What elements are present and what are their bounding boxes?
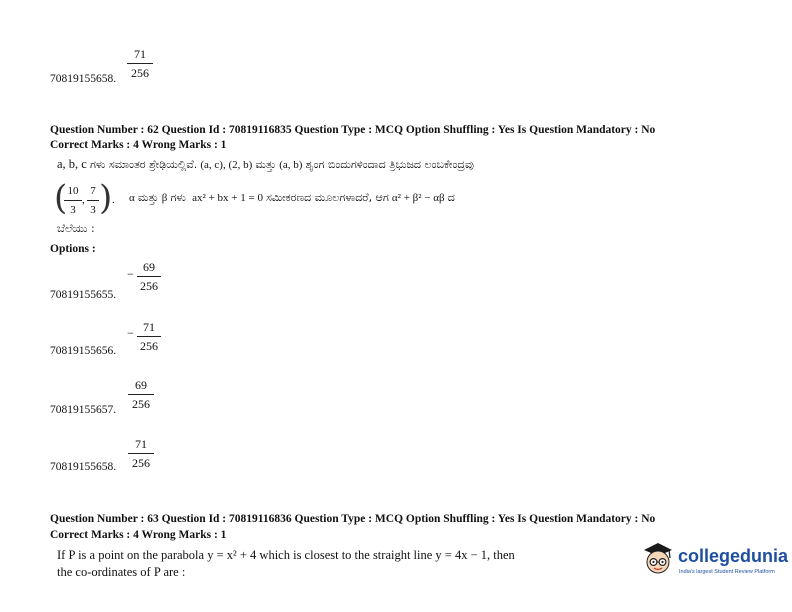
option-1-fraction[interactable] — [137, 260, 161, 293]
top-option-id: 70819155658. — [50, 73, 117, 85]
period: . — [112, 194, 115, 206]
option-2-sign: − — [127, 326, 134, 340]
mascot-icon — [640, 540, 676, 578]
fraction-denominator: 256 — [131, 66, 149, 80]
fraction-bar — [128, 394, 154, 395]
fraction-bar — [64, 200, 82, 201]
left-paren: ( — [54, 178, 68, 218]
fraction-numerator: 71 — [143, 320, 155, 334]
q63-line1: If P is a point on the parabola y = x² + 4 which is closest to the straight line y = 4x − 1, then — [57, 548, 515, 562]
alpha-symbol: α — [129, 192, 135, 204]
q62-line1-and: ಮತ್ತು — [255, 158, 277, 171]
q62-marks: Correct Marks : 4 Wrong Marks : 1 — [50, 139, 227, 151]
q62-line1-point3: (a, b) — [279, 159, 303, 171]
q62-line2 — [129, 190, 455, 205]
fraction-denominator: 3 — [90, 204, 96, 216]
fraction-numerator: 10 — [67, 185, 79, 197]
option-4-fraction[interactable] — [128, 437, 154, 470]
fraction-bar — [137, 276, 161, 277]
options-label: Options : — [50, 243, 96, 255]
q63-line2: the co-ordinates of P are : — [57, 565, 186, 579]
fraction-bar — [87, 200, 99, 201]
option-2-fraction[interactable] — [137, 320, 161, 353]
fraction-denominator: 3 — [70, 204, 76, 216]
fraction-numerator: 69 — [135, 378, 147, 392]
q63-header: Question Number : 63 Question Id : 70819116836 Question Type : MCQ Option Shuffling : Yes Is Question Mandatory : No — [50, 513, 656, 525]
q62-line3: ಬೆಲೆಯು : — [57, 222, 95, 235]
q62-line1-vars: a, b, c — [57, 157, 87, 171]
q62-line2-mid: ಗಳು — [170, 191, 186, 204]
q62-line2-text: ಸಮೀಕರಣದ ಮೂಲಗಳಾದರೆ, ಆಗ — [266, 191, 389, 204]
fraction-denominator: 256 — [140, 339, 158, 353]
option-4-id[interactable]: 70819155658. — [50, 461, 117, 473]
option-3-fraction[interactable] — [128, 378, 154, 411]
option-3-id[interactable]: 70819155657. — [50, 404, 117, 416]
fraction-numerator: 71 — [135, 437, 147, 451]
q63-marks: Correct Marks : 4 Wrong Marks : 1 — [50, 529, 227, 541]
fraction-numerator: 71 — [134, 47, 146, 61]
fraction-numerator: 7 — [90, 185, 96, 197]
logo-tagline: India's largest Student Review Platform — [679, 569, 775, 575]
comma: , — [82, 194, 85, 206]
q62-line1-points: (a, c), (2, b) — [200, 159, 253, 171]
q62-line1 — [57, 157, 474, 172]
fraction-bar — [128, 453, 154, 454]
beta-symbol: β — [161, 192, 168, 204]
fraction-denominator: 256 — [132, 456, 150, 470]
q62-header: Question Number : 62 Question Id : 70819116835 Question Type : MCQ Option Shuffling : Yes Is Question Mandatory : No — [50, 124, 656, 136]
orthocentre-x-fraction — [64, 184, 82, 217]
q62-line1-text: ಗಳು ಸಮಾಂತರ ಶ್ರೇಢಿಯಲ್ಲಿವೆ. — [89, 158, 198, 171]
option-2-id[interactable]: 70819155656. — [50, 345, 117, 357]
right-paren: ) — [99, 178, 113, 218]
logo-name: collegedunia — [678, 546, 789, 566]
fraction-numerator: 69 — [143, 260, 155, 274]
q62-line1-end: ಶೃಂಗ ಬಿಂದುಗಳಿಂದಾದ ತ್ರಿಭುಜದ ಲಂಬಕೇಂದ್ರವು — [305, 158, 474, 171]
option-1-sign: − — [127, 267, 134, 281]
q62-line2-end: ದ — [447, 191, 455, 204]
fraction-bar — [137, 336, 161, 337]
quadratic-equation: ax² + bx + 1 = 0 — [192, 192, 263, 204]
expression: α² + β² − αβ — [391, 192, 445, 204]
top-option-fraction — [127, 47, 153, 80]
option-1-id[interactable]: 70819155655. — [50, 289, 117, 301]
collegedunia-logo[interactable] — [640, 540, 789, 580]
q62-line2-and: ಮತ್ತು — [137, 191, 159, 204]
orthocentre-y-fraction — [87, 184, 99, 217]
fraction-denominator: 256 — [140, 279, 158, 293]
fraction-bar — [127, 63, 153, 64]
fraction-denominator: 256 — [132, 397, 150, 411]
